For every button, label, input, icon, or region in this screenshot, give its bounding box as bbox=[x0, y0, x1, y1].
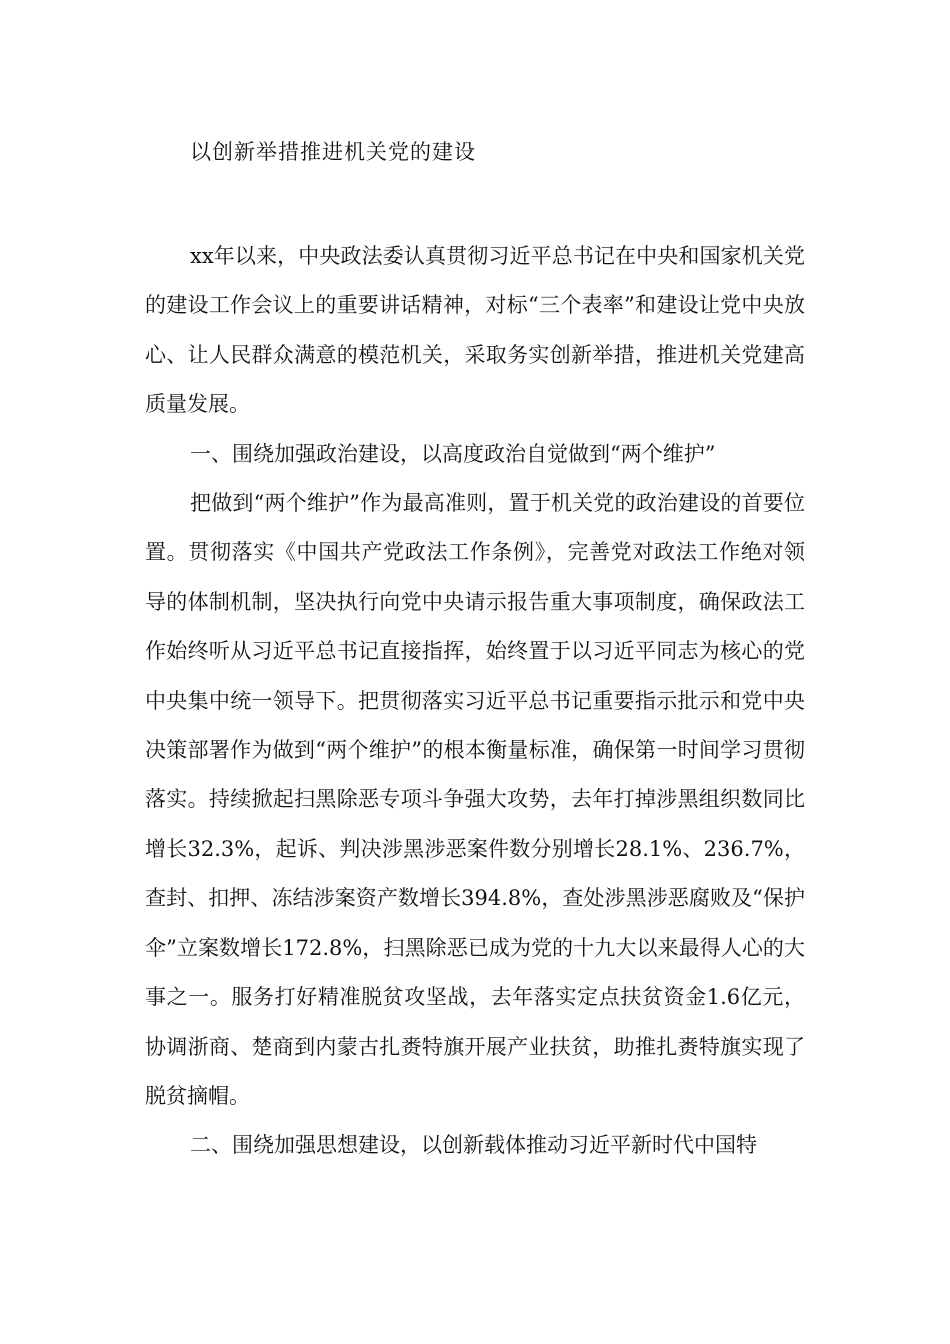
section-heading-1: 一、围绕加强政治建设，以高度政治自觉做到“两个维护” bbox=[190, 441, 716, 466]
document-body bbox=[145, 232, 805, 1171]
section-1-paragraph: 把做到“两个维护”作为最高准则，置于机关党的政治建设的首要位置。贯彻落实《中国共产党政法工作条例》，完善党对政法工作绝对领导的体制机制，坚决执行向党中央请示报告重大事项制度，确保政法工作始终听从习近平总书记直接指挥，始终置于以习近平同志为核心的党中央集中统一领导下。把贯彻落实习近平总书记重要指示批示和党中央决策部署作为做到“两个维护”的根本衡量标准，确保第一时间学习贯彻落实。持续掀起扫黑除恶专项斗争强大攻势，去年打掉涉黑组织数同比增长32.3%，起诉、判决涉黑涉恶案件数分别增长28.1%、236.7%，查封、扣押、冻结涉案资产数增长394.8%，查处涉黑涉恶腐败及“保护伞”立案数增长172.8%，扫黑除恶已成为党的十九大以来最得人心的大事之一。服务打好精准脱贫攻坚战，去年落实定点扶贫资金1.6亿元，协调浙商、楚商到内蒙古扎赉特旗开展产业扶贫，助推扎赉特旗实现了脱贫摘帽。 bbox=[145, 491, 805, 1108]
section-heading-2: 二、围绕加强思想建设，以创新载体推动习近平新时代中国特 bbox=[190, 1133, 757, 1158]
document-title: 以创新举措推进机关党的建设 bbox=[190, 140, 476, 164]
intro-paragraph: xx年以来，中央政法委认真贯彻习近平总书记在中央和国家机关党的建设工作会议上的重要讲话精神，对标“三个表率”和建设让党中央放心、让人民群众满意的模范机关，采取务实创新举措，推进机关党建高质量发展。 bbox=[145, 244, 805, 417]
